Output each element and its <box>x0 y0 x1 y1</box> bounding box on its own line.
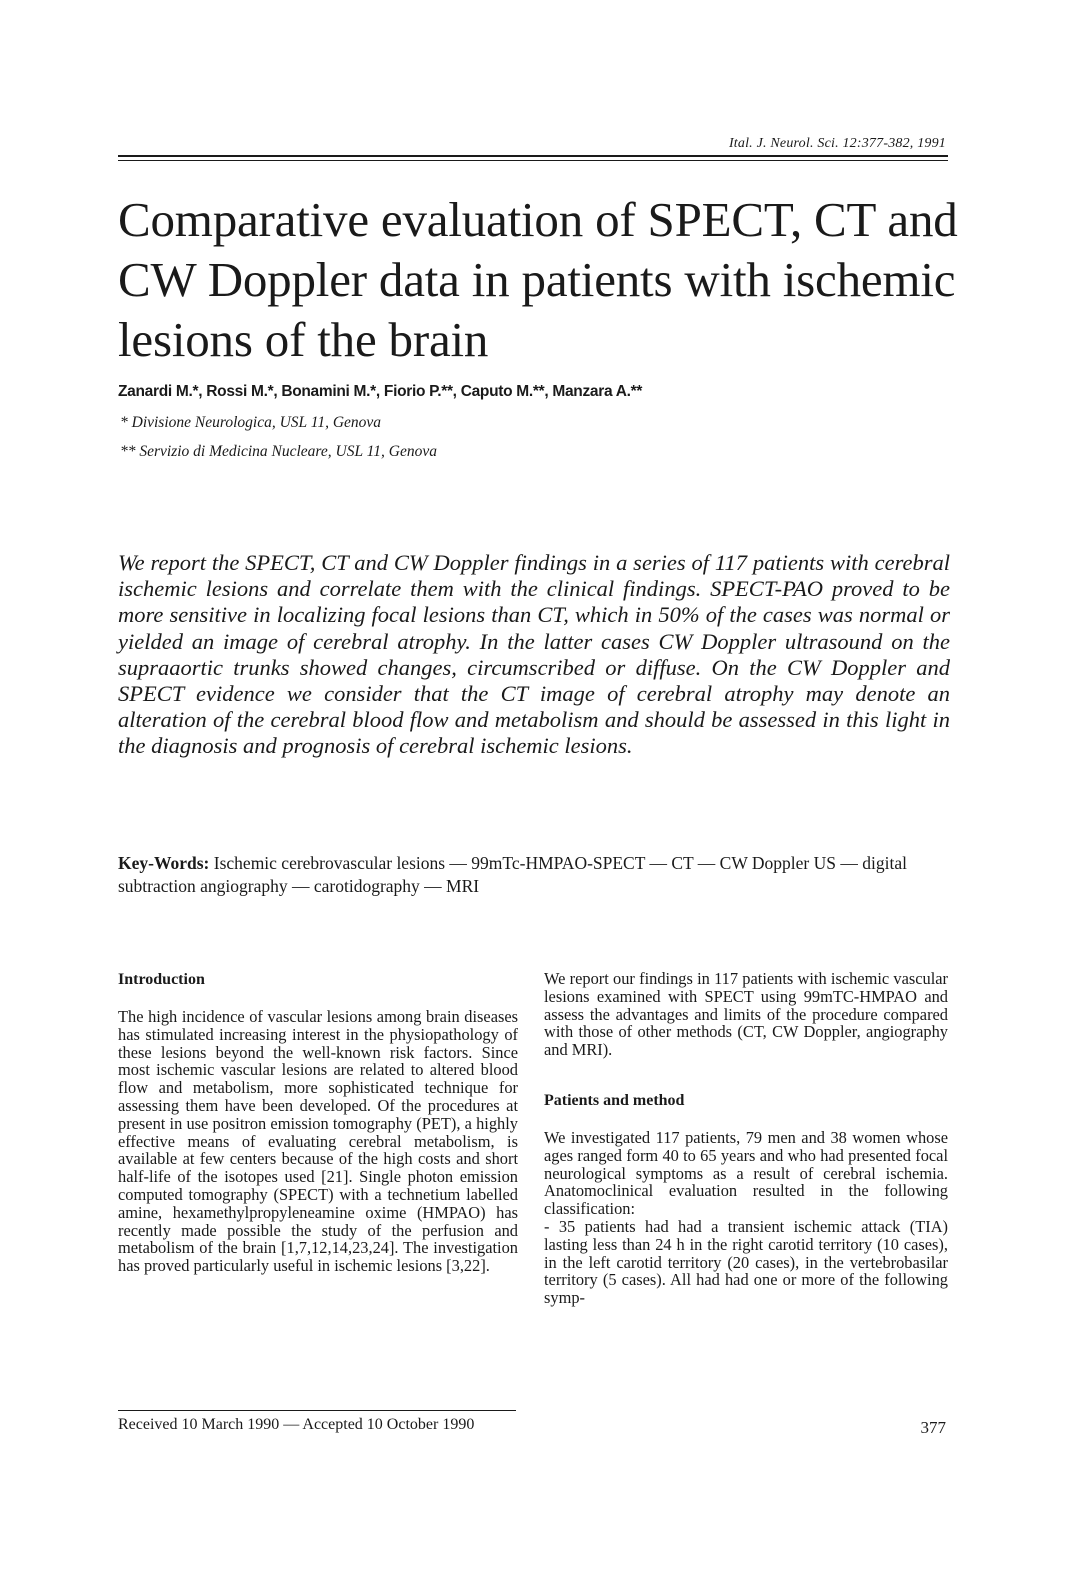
right-column <box>544 970 948 1307</box>
abstract: We report the SPECT, CT and CW Doppler findings in a series of 117 patients with cerebral ischemic lesions and correlate them with the clinical findings. SPECT-PAO proved to be more sensitive in localizing focal lesions than CT, which in 50% of the cases was normal or yielded an image of cerebral atrophy. In the latter cases CW Doppler ultrasound on the supraaortic trunks showed changes, circumscribed or diffuse. On the CW Doppler and SPECT evidence we consider that the CT image of cerebral atrophy may denote an alteration of the cerebral blood flow and metabolism and should be assessed in this light in the diagnosis and prognosis of cerebral ischemic lesions. <box>118 550 950 759</box>
article-title: Comparative evaluation of SPECT, CT and CW Doppler data in patients with ischemic lesions of the brain <box>118 192 958 367</box>
footer-rule <box>118 1410 516 1411</box>
intro-continuation-paragraph: We report our findings in 117 patients with ischemic vascular lesions examined with SPECT using 99mTC-HMPAO and assess the advantages and limits of the procedure compared with those of other methods (CT, CW Doppler, angiography and MRI). <box>544 969 948 1060</box>
keywords <box>118 852 958 898</box>
header-rule-top <box>118 155 948 157</box>
section-spacer <box>544 1059 948 1091</box>
left-column <box>118 970 518 1275</box>
section-heading-patients-and-method: Patients and method <box>544 1091 685 1109</box>
affiliation-neurology: * Divisione Neurologica, USL 11, Genova <box>120 414 382 431</box>
introduction-paragraph: The high incidence of vascular lesions among brain diseases has stimulated increasing interest in the physiopathology of these lesions beyond the well-known risk factors. Since most ischemic vascular lesions are related to altered blood flow and metabolism, more sophisticated technique for assessing them have been developed. Of the procedures at present in use positron emission tomography (PET), a highly effective means of evaluating cerebral metabolism, is available at few centers because of the high costs and short half-life of the isotopes used [21]. Single photon emission computed tomography (SPECT) with a technetium labelled amine, hexamethylpropyleneamine oxime (HMPAO) has recently made possible the study of the perfusion and metabolism of the brain [1,7,12,14,23,24]. The investigation has proved particularly useful in ischemic lesions [3,22]. <box>118 1007 518 1276</box>
keywords-text: Ischemic cerebrovascular lesions — 99mTc-HMPAO-SPECT — CT — CW Doppler US — digital subtraction angiography — carotidography — MRI <box>118 853 907 896</box>
affiliation-nuclear-medicine: ** Servizio di Medicina Nucleare, USL 11, Genova <box>120 443 437 460</box>
author-list: Zanardi M.*, Rossi M.*, Bonamini M.*, Fiorio P.**, Caputo M.**, Manzara A.** <box>118 383 643 400</box>
methods-paragraph: We investigated 117 patients, 79 men and 38 women whose ages ranged form 40 to 65 years and who had presented focal neurological symptoms as a result of cerebral ischemia. Anatomoclinical evaluation resulted in the following classification: <box>544 1127 948 1219</box>
received-dates: Received 10 March 1990 — Accepted 10 October 1990 <box>118 1416 475 1433</box>
section-heading-introduction: Introduction <box>118 971 205 988</box>
header-rule-bottom <box>118 160 948 161</box>
journal-reference: Ital. J. Neurol. Sci. 12:377-382, 1991 <box>728 136 946 151</box>
keywords-label: Key-Words: <box>118 853 210 873</box>
methods-list-item: - 35 patients had had a transient ischemic attack (TIA) lasting less than 24 h in the right carotid territory (10 cases), in the left carotid territory (20 cases), in the vertebrobasilar territory (5 cases). All had had one or more of the following symp- <box>544 1216 948 1308</box>
page-number: 377 <box>920 1418 946 1437</box>
